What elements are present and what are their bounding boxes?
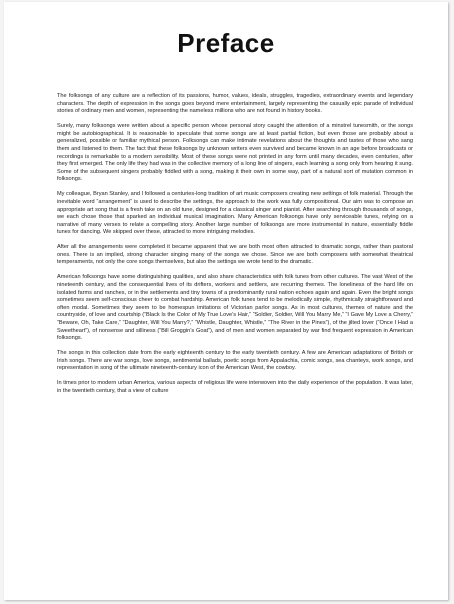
paragraph-4: After all the arrangements were completed it became apparent that we are both most often attracted to dramatic songs, rather than pastoral ones. There is an implied, strong character singing many of the songs we chose. Since we are both composers with somewhat theatrical temperaments, not only the core songs themselves, but also the settings we wrote tend to the dramatic. [57, 244, 413, 266]
document-page [4, 2, 448, 600]
paragraph-7: In times prior to modern urban America, various aspects of religious life were interwoven into the daily experience of the population. It was later, in the twentieth century, that a view of culture [57, 380, 413, 394]
body-text [57, 93, 413, 403]
paragraph-6: The songs in this collection date from the early eighteenth century to the early twentieth century. A few are American adaptations of British or Irish songs. There are war songs, love songs, sentimental ballads, poetic songs from Appalachia, comic songs, sea chanteys, work songs, and representation in song of the ultimate nineteenth-century icon of the American West, the cowboy. [57, 350, 413, 372]
paragraph-3: My colleague, Bryan Stanley, and I followed a centuries-long tradition of art music composers creating new settings of folk material. Through the inevitable word “arrangement” is used to describe the settings, the approach to the work was fully compositional. Our aim was to compose an appropriate art song that is a fresh take on an old tune, designed for a classical singer and pianist. After searching through thousands of songs, we each chose those that sparked an individual musical imagination. Many American folksongs have only serviceable tunes, relying on a narrative of many verses to relate a compelling story. Another large number of folksongs are more instrumental in nature, essentially fiddle tunes for dancing. We skipped over these, attracted to more intriguing melodies. [57, 191, 413, 236]
paragraph-5: American folksongs have some distinguishing qualities, and also share characteristics with folk tunes from other cultures. The vast West of the nineteenth century, and the consequential lives of its drifters, workers and settlers, are recurring themes. The loneliness of the hard life on isolated farms and ranches, or in the settlements and tiny towns of a predominantly rural nation echoes again and again. Even the bright songs sometimes seem self-conscious cheer to combat hardship. American folk tunes tend to be melodically simple, rhythmically straightforward and often modal. Sometimes they seem to be homespun imitations of Victorian parlor songs. As in most cultures, themes of nature and the countryside, of love and courtship (“Black Is the Color of My True Love’s Hair,” “Soldier, Soldier, Will You Marry Me,” “I Gave My Love a Cherry,” “Beware, Oh, Take Care,” “Daughter, Will You Marry?,” “Whistle, Daughter, Whistle,” “The River in the Pines”), of the jilted lover (“Once I Had a Sweetheart”), of nonsense and silliness (“Bill Groggin’s Goat”), and of men and women separated by war find frequent expression in American folksongs. [57, 274, 413, 342]
paragraph-2: Surely, many folksongs were written about a specific person whose personal story caught the attention of a minstrel tunesmith, or the songs might be autobiographical. It is reasonable to speculate that some songs are at least partial fiction, but even those are probably about a generalized, possible or familiar mythical person. Folksongs can make intimate revelations about the thoughts and tastes of those who sang them and listened to them. The fact that these folksongs by unknown writers even survived and became known in an age before broadcasts or recordings is remarkable to a modern sensibility. Most of these songs were not printed in any form until many decades, even centuries, after they first emerged. The only life they had was in the collective memory of a long line of singers, each learning a song only from hearing it sung. Some of the subsequent singers probably fiddled with a song, making it their own in some way, part of a natural sort of mutation common in folksongs. [57, 123, 413, 183]
paragraph-1: The folksongs of any culture are a reflection of its passions, humor, values, ideals, struggles, tragedies, extraordinary events and legendary characters. The depth of expression in the songs goes beyond mere entertainment, largely representing the casually epic parade of individual stories of ordinary men and women, representing the nameless millions who are not found in history books. [57, 93, 413, 115]
page-title: Preface [177, 28, 275, 58]
